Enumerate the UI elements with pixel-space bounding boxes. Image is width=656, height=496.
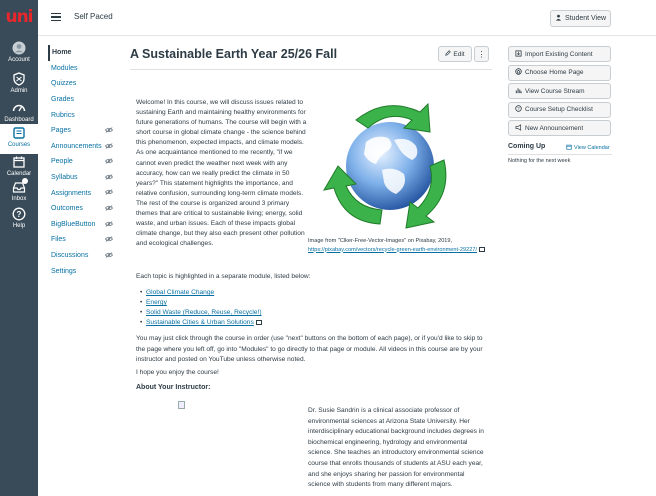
course-nav-label: Assignments [51, 189, 92, 197]
topic-link-solid-waste[interactable]: • Solid Waste (Reduce, Reuse, Recycle!) [140, 308, 262, 318]
stream-icon [515, 87, 522, 96]
hidden-eye-icon [105, 174, 113, 180]
course-nav-pages[interactable] [48, 123, 126, 139]
global-nav-admin[interactable] [0, 72, 38, 102]
student-view-button[interactable] [550, 10, 611, 27]
global-nav-label: Account [8, 57, 30, 63]
student-view-label: Student View [564, 15, 607, 22]
course-nav-modules[interactable] [48, 61, 126, 77]
page-title: A Sustainable Earth Year 25/26 Fall [130, 47, 338, 61]
image-source-link[interactable]: https://pixabay.com/vectors/recycle-green-earth-environment-29227/ [308, 246, 478, 253]
hidden-eye-icon [105, 143, 113, 149]
recycle-earth-image [316, 90, 466, 240]
about-instructor-heading: About Your Instructor: [136, 384, 211, 391]
course-nav-grades[interactable] [48, 92, 126, 108]
intro-paragraph: Welcome! In this course, we will discuss issues related to sustaining Earth and maintaining healthy environments for future generations of humans. The course will begin with a short course in global climate change - the science behind this phenomenon, expected impacts, and climate models. As one acquaintance mentioned to me recently, "if we cannot even predict the weather next week with any accuracy, how can we really predict the climate in 50 years?" This statement highlights the importance, and relative confusion, surrounding long-term climate models. The rest of the course is organized around 3 primary themes that are critical to sustainable living; energy, solid waste, and urban issues. Each of these impacts global climate change, but they also each present other pollution and ecological challenges. [136, 99, 307, 248]
global-nav-inbox[interactable] [0, 180, 38, 210]
global-nav-account[interactable] [0, 41, 38, 71]
course-nav-home[interactable] [48, 45, 126, 61]
enjoy-paragraph: I hope you enjoy the course! [136, 369, 219, 376]
topic-link-cities-label: Sustainable Cities & Urban Solutions [146, 319, 254, 326]
topic-link-climate[interactable]: • Global Climate Change [140, 288, 262, 298]
courses-icon [12, 126, 26, 140]
import-icon [515, 50, 522, 59]
course-nav-label: Files [51, 236, 66, 244]
breadcrumb[interactable]: Self Paced [74, 12, 113, 21]
global-nav-label: Courses [7, 142, 31, 148]
topic-link-cities[interactable] [140, 318, 262, 328]
home-icon [515, 68, 522, 77]
coming-up-heading: Coming Up [508, 143, 546, 150]
dashboard-icon [12, 101, 26, 115]
course-sidebar [508, 46, 612, 139]
more-options-button[interactable] [474, 46, 489, 62]
hidden-eye-icon [105, 221, 113, 227]
course-nav-assignments[interactable] [48, 185, 126, 201]
global-nav [0, 0, 38, 496]
calendar-icon [12, 155, 26, 169]
announcement-icon [515, 124, 522, 133]
global-nav-help[interactable] [0, 207, 38, 237]
calendar-icon [566, 144, 572, 152]
announcement-label: New Announcement [525, 124, 584, 132]
course-nav-label: Rubrics [51, 111, 75, 119]
global-nav-label: Help [12, 223, 26, 229]
course-nav-label: Grades [51, 96, 74, 104]
coming-up-divider [508, 154, 612, 155]
topics-list [140, 288, 262, 328]
course-nav-label: Discussions [51, 252, 89, 260]
instructor-photo-broken-icon [178, 401, 185, 409]
course-nav-rubrics[interactable] [48, 107, 126, 123]
edit-button[interactable] [438, 46, 472, 62]
course-nav-quizzes[interactable] [48, 76, 126, 92]
external-link-icon [479, 247, 485, 252]
course-nav-syllabus[interactable] [48, 170, 126, 186]
import-label: Import Existing Content [525, 50, 593, 58]
course-nav-files[interactable] [48, 232, 126, 248]
course-nav-label: Quizzes [51, 80, 77, 88]
image-caption-text: Image from "Clker-Free-Vector-Images" on Pixabay, 2019, [308, 238, 453, 244]
pencil-icon [445, 50, 451, 58]
topics-intro: Each topic is highlighted in a separate module, listed below: [136, 273, 311, 280]
svg-text:?: ? [517, 106, 520, 112]
course-nav-label: Settings [51, 267, 77, 275]
view-calendar-label: View Calendar [574, 145, 610, 151]
navigation-paragraph: You may just click through the course in order (use "next" buttons on the bottom of each page), or if you'd like to skip to the page where you left off, go into "Modules" to go directly to that page or module. All videos in this course are by your instructor and posted on YouTube unless otherwise noted. [136, 335, 483, 363]
student-view-icon [555, 14, 562, 23]
inbox-icon [12, 180, 26, 194]
help-icon [12, 207, 26, 221]
account-icon [12, 41, 26, 55]
top-bar [38, 0, 656, 36]
course-nav-settings[interactable] [48, 263, 126, 279]
course-nav-announcements[interactable] [48, 139, 126, 155]
institution-logo[interactable] [0, 0, 38, 34]
hidden-eye-icon [105, 189, 113, 195]
logo-text: uni [5, 7, 33, 27]
kebab-icon: ⋮ [477, 49, 486, 59]
course-nav-label: People [51, 158, 73, 166]
course-nav [48, 45, 126, 279]
title-divider [130, 69, 492, 70]
edit-label: Edit [453, 50, 465, 58]
coming-up-panel [508, 143, 612, 164]
view-course-stream-button[interactable] [508, 83, 611, 99]
course-setup-checklist-button[interactable] [508, 102, 611, 118]
hidden-eye-icon [105, 158, 113, 164]
choose-home-page-button[interactable] [508, 65, 611, 81]
checklist-icon [515, 105, 522, 114]
coming-up-empty-text: Nothing for the next week [508, 158, 571, 164]
image-caption [308, 237, 488, 254]
course-nav-people[interactable] [48, 154, 126, 170]
admin-icon [12, 72, 26, 86]
choose-home-label: Choose Home Page [525, 69, 584, 76]
course-menu-toggle-icon[interactable] [51, 13, 61, 21]
external-link-icon [256, 320, 262, 325]
course-nav-label: Syllabus [51, 174, 78, 182]
hidden-eye-icon [105, 127, 113, 133]
import-content-button[interactable] [508, 46, 611, 62]
course-nav-bigbluebutton[interactable] [48, 217, 126, 233]
stream-label: View Course Stream [525, 87, 585, 95]
topic-link-energy[interactable]: • Energy [140, 298, 262, 308]
course-nav-label: Outcomes [51, 205, 83, 213]
checklist-label: Course Setup Checklist [525, 106, 593, 113]
course-nav-discussions[interactable] [48, 248, 126, 264]
global-nav-label: Calendar [6, 171, 32, 177]
new-announcement-button[interactable] [508, 120, 611, 136]
course-nav-label: Announcements [51, 142, 102, 150]
global-nav-courses[interactable] [0, 124, 38, 154]
unread-badge-icon [22, 178, 28, 184]
course-nav-label: Pages [51, 127, 71, 135]
hidden-eye-icon [105, 205, 113, 211]
global-nav-label: Admin [10, 88, 28, 94]
course-nav-outcomes[interactable] [48, 201, 126, 217]
course-nav-label: BigBlueButton [51, 220, 96, 228]
view-calendar-link[interactable] [566, 144, 610, 152]
global-nav-label: Dashboard [4, 117, 34, 123]
hidden-eye-icon [105, 236, 113, 242]
global-nav-label: Inbox [11, 196, 27, 202]
svg-text:?: ? [16, 210, 22, 219]
hidden-eye-icon [105, 252, 113, 258]
instructor-bio: Dr. Susie Sandrin is a clinical associate professor of environmental sciences at Arizona State University. Her interdisciplinary educational background includes degrees in biochemical engineering, hydrology and environmental science. She teaches an introductory environmental science course that enrolls thousands of students at ASU each year, and she enjoys sharing her passion for environmental science with students from many different majors. [308, 407, 484, 489]
course-nav-label: Home [52, 49, 72, 57]
course-nav-label: Modules [51, 64, 78, 72]
